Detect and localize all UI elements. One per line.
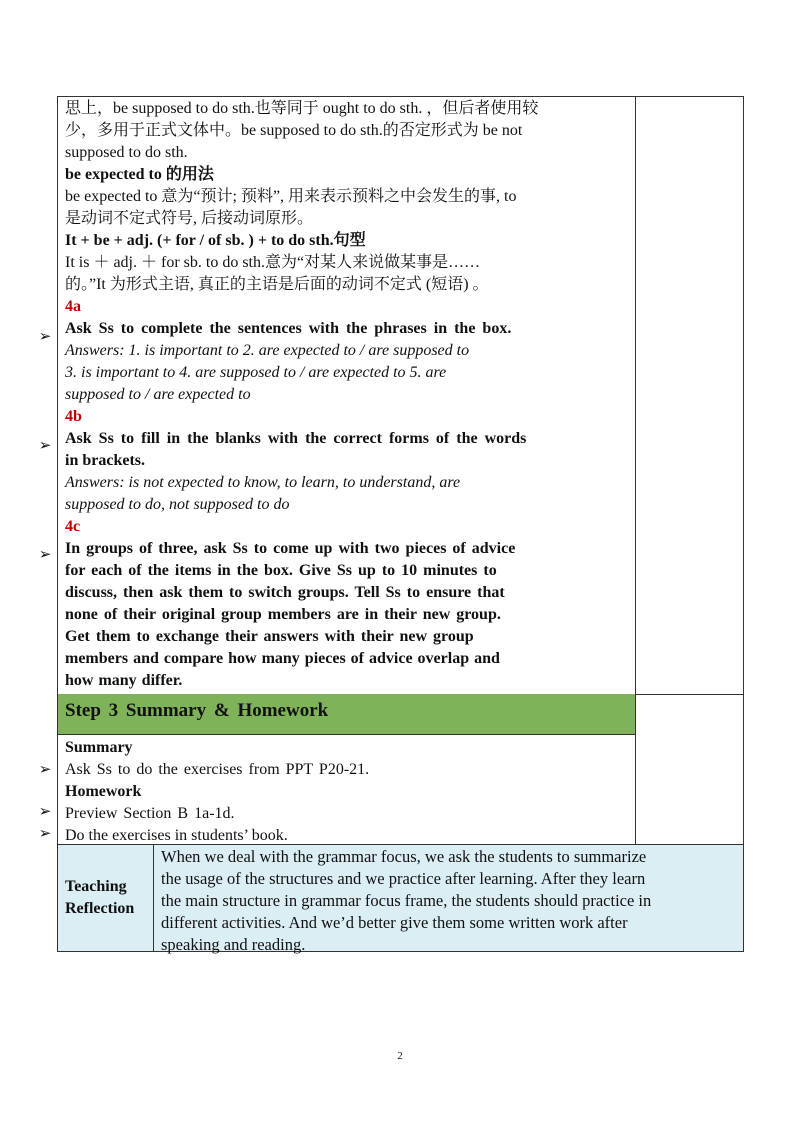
grammar-note-line: 思上，be supposed to do sth.也等同于 ought to do sth. ，但后者使用较 — [65, 100, 539, 117]
task-4b-instruction: Ask Ss to fill in the blanks with the correct forms of the words — [65, 430, 527, 447]
bullet-arrow-icon: ➢ — [38, 545, 52, 563]
heading-it-be-adj: It + be + adj. (+ for / of sb. ) + to do sth.句型 — [65, 232, 366, 249]
task-4a-answer: Answers: 1. is important to 2. are expected to / are supposed to — [65, 342, 470, 359]
task-4b-answer: supposed to do, not supposed to do — [65, 496, 290, 513]
summary-heading: Summary — [65, 739, 133, 756]
task-4a-instruction: Ask Ss to complete the sentences with the phrases in the box. — [65, 320, 512, 337]
page-number: 2 — [397, 1050, 403, 1062]
task-4c-instruction: discuss, then ask them to switch groups. Tell Ss to ensure that — [65, 584, 505, 601]
step3-header — [58, 694, 635, 735]
reflection-label-line: Reflection — [65, 900, 135, 917]
grammar-note-line: 是动词不定式符号, 后接动词原形。 — [65, 210, 314, 227]
task-4c-instruction: for each of the items in the box. Give Ss up to 10 minutes to — [65, 562, 497, 579]
task-label-4b: 4b — [65, 408, 82, 425]
reflection-line: When we deal with the grammar focus, we ask the students to summarize — [161, 847, 647, 866]
grammar-note-line: be expected to 意为“预计; 预料”, 用来表示预料之中会发生的事, to — [65, 188, 517, 205]
grammar-note-line: supposed to do sth. — [65, 144, 188, 161]
bullet-arrow-icon: ➢ — [38, 436, 52, 454]
reflection-line: different activities. And we’d better give them some written work after — [161, 913, 628, 932]
task-4c-instruction: how many differ. — [65, 672, 183, 689]
grammar-note-line: 少，多用于正式文体中。be supposed to do sth.的否定形式为 be not — [65, 122, 523, 139]
homework-item: Do the exercises in students’ book. — [65, 827, 288, 844]
reflection-line: the main structure in grammar focus frame, the students should practice in — [161, 891, 652, 910]
task-4c-instruction: none of their original group members are in their new group. — [65, 606, 501, 623]
homework-item: Preview Section B 1a-1d. — [65, 805, 235, 822]
step3-title: Step 3 Summary & Homework — [65, 700, 329, 721]
task-label-4a: 4a — [65, 298, 81, 315]
bullet-arrow-icon: ➢ — [38, 824, 52, 842]
task-label-4c: 4c — [65, 518, 81, 535]
homework-heading: Homework — [65, 783, 142, 800]
reflection-line: speaking and reading. — [161, 935, 306, 954]
task-4a-answer: supposed to / are expected to — [65, 386, 251, 403]
summary-item: Ask Ss to do the exercises from PPT P20-21. — [65, 761, 370, 778]
reflection-label-line: Teaching — [65, 878, 127, 895]
teaching-reflection-label — [58, 845, 154, 951]
grammar-note-line: It is ＋ adj. ＋ for sb. to do sth.意为“对某人来说做某事是…… — [65, 254, 481, 271]
task-4a-answer: 3. is important to 4. are supposed to / are expected to 5. are — [65, 364, 447, 381]
lesson-content — [65, 98, 630, 692]
bullet-arrow-icon: ➢ — [38, 327, 52, 345]
teaching-reflection-text — [161, 846, 741, 956]
summary-homework-section — [65, 737, 630, 847]
heading-be-expected-to: be expected to 的用法 — [65, 166, 214, 183]
task-4c-instruction: In groups of three, ask Ss to come up with two pieces of advice — [65, 540, 516, 557]
reflection-line: the usage of the structures and we practice after learning. After they learn — [161, 869, 646, 888]
task-4b-instruction: in brackets. — [65, 452, 145, 469]
task-4b-answer: Answers: is not expected to know, to learn, to understand, are — [65, 474, 461, 491]
task-4c-instruction: members and compare how many pieces of advice overlap and — [65, 650, 500, 667]
bullet-arrow-icon: ➢ — [38, 760, 52, 778]
table-column-divider — [635, 96, 636, 844]
task-4c-instruction: Get them to exchange their answers with their new group — [65, 628, 474, 645]
bullet-arrow-icon: ➢ — [38, 802, 52, 820]
grammar-note-line: 的。”It 为形式主语, 真正的主语是后面的动词不定式 (短语) 。 — [65, 276, 489, 293]
teaching-reflection-row — [58, 845, 743, 954]
